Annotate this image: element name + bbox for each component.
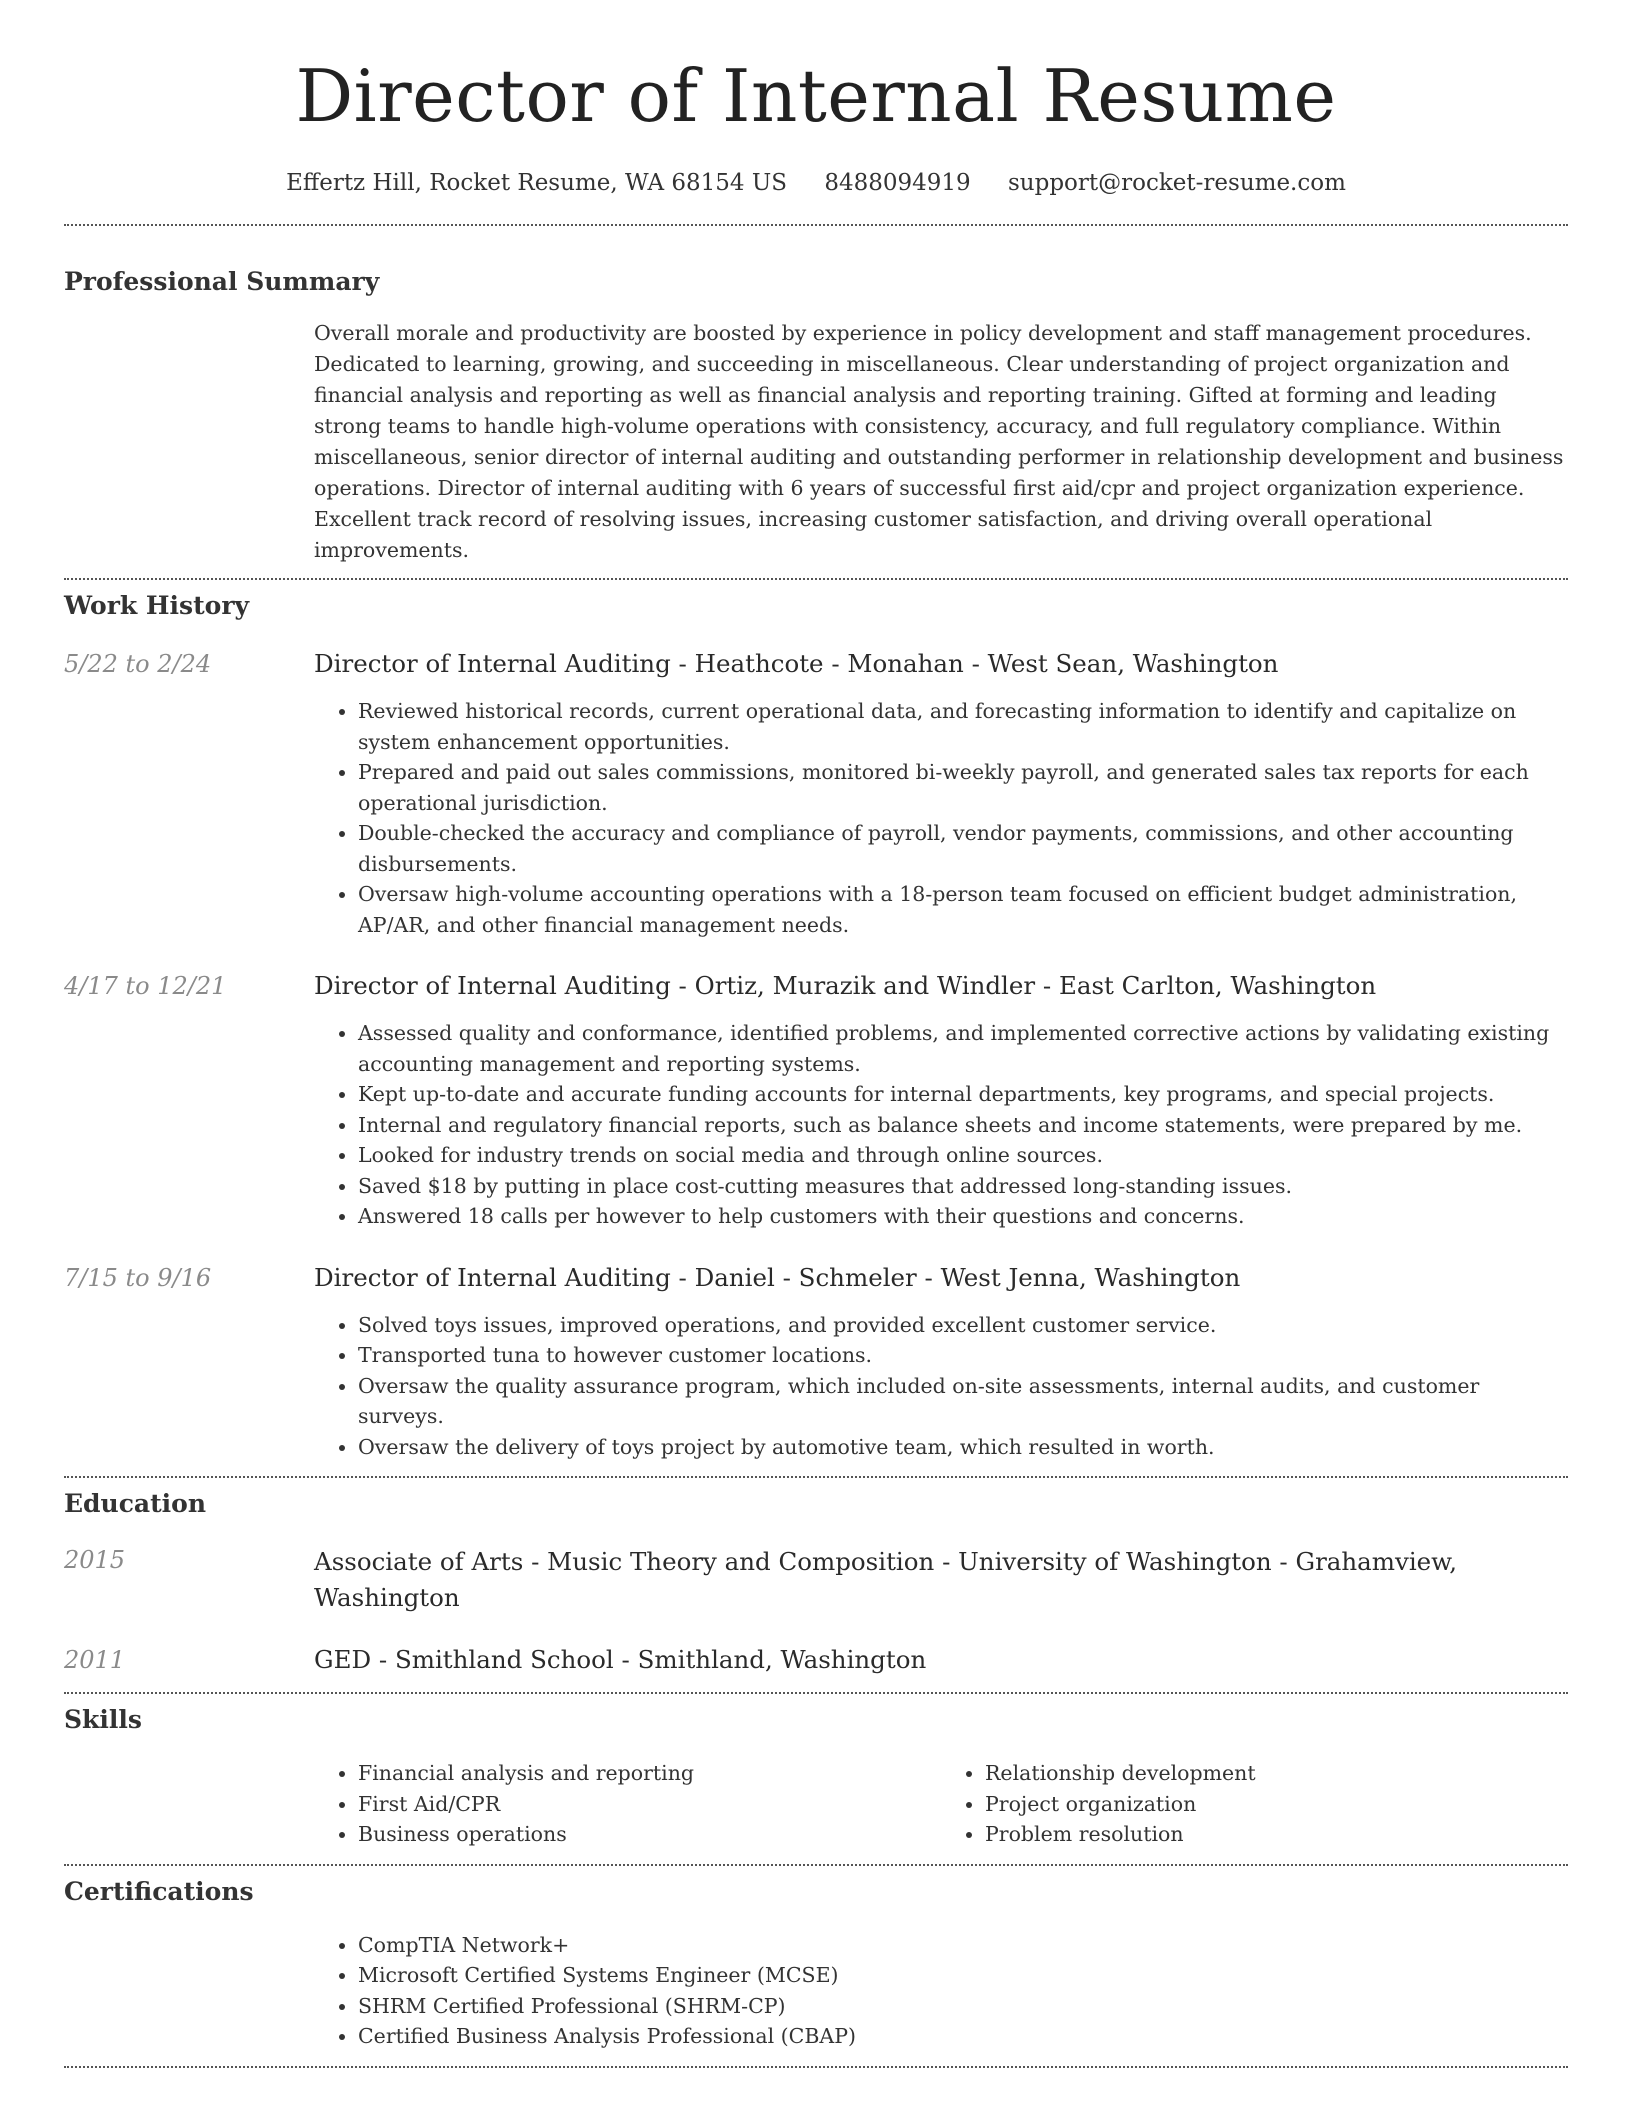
section-title-skills: Skills	[64, 1705, 142, 1734]
job-bullets	[314, 696, 1568, 940]
list-item: • Kept up-to-date and accurate funding accounts for internal departments, key programs, and special projects.	[358, 1079, 1568, 1110]
resume-title: Director of Internal Resume	[295, 54, 1337, 138]
list-item: • Oversaw the quality assurance program, which included on-site assessments, internal audits, and customer surveys.	[358, 1371, 1568, 1432]
list-item: • Microsoft Certified Systems Engineer (MCSE)	[358, 1960, 1568, 1991]
certifications-row	[64, 1930, 1568, 2052]
list-item: • Business operations	[358, 1819, 941, 1850]
list-item: • CompTIA Network+	[358, 1930, 1568, 1961]
summary-divider	[64, 578, 1568, 580]
job-dates: 7/15 to 9/16	[64, 1263, 212, 1292]
section-title-education: Education	[64, 1489, 207, 1518]
job-entry	[64, 1262, 1568, 1463]
list-item: • Prepared and paid out sales commissions, monitored bi-weekly payroll, and generated sales tax reports for each operational jurisdiction.	[358, 757, 1568, 818]
contact-line	[64, 168, 1568, 198]
skills-list-right	[941, 1758, 1568, 1850]
section-title-work: Work History	[64, 591, 250, 620]
education-divider	[64, 1692, 1568, 1694]
section-title-summary: Professional Summary	[64, 267, 380, 296]
list-item: • Internal and regulatory financial reports, such as balance sheets and income statements, were prepared by me.	[358, 1110, 1568, 1141]
list-item: • Reviewed historical records, current operational data, and forecasting information to identify and capitalize on system enhancement opportunities.	[358, 696, 1568, 757]
job-entry	[64, 970, 1568, 1232]
list-item: • Double-checked the accuracy and compliance of payroll, vendor payments, commissions, and other accounting disbursements.	[358, 818, 1568, 879]
list-item: • Oversaw the delivery of toys project by automotive team, which resulted in worth.	[358, 1432, 1568, 1463]
job-bullets	[314, 1018, 1568, 1232]
list-item: • First Aid/CPR	[358, 1789, 941, 1820]
job-dates: 4/17 to 12/21	[64, 972, 227, 1000]
list-item: • Oversaw high-volume accounting operations with a 18-person team focused on efficient budget administration, AP/AR, and other financial management needs.	[358, 879, 1568, 940]
certifications-divider	[64, 2066, 1568, 2068]
education-heading: Associate of Arts - Music Theory and Composition - University of Washington - Grahamview, Washington	[314, 1547, 1458, 1612]
list-item: • Financial analysis and reporting	[358, 1758, 941, 1789]
certifications-list	[314, 1930, 1568, 2052]
list-item: • Saved $18 by putting in place cost-cutting measures that addressed long-standing issues.	[358, 1171, 1568, 1202]
skills-divider	[64, 1864, 1568, 1866]
list-item: • Project organization	[985, 1789, 1568, 1820]
job-heading: Director of Internal Auditing - Daniel - Schmeler - West Jenna, Washington	[314, 1262, 1241, 1292]
skills-row	[64, 1758, 1568, 1850]
list-item: • Answered 18 calls per however to help customers with their questions and concerns.	[358, 1201, 1568, 1232]
skills-grid	[314, 1758, 1568, 1850]
education-entry	[64, 1544, 1568, 1616]
contact-email: support@rocket-resume.com	[1007, 170, 1346, 196]
summary-text: Overall morale and productivity are boosted by experience in policy development and staff management procedures. Dedicated to learning, growing, and succeeding in miscellaneous. Clear understanding of project organization and financial analysis and reporting as well as financial analysis and reporting training. Gifted at forming and leading strong teams to handle high-volume operations with consistency, accuracy, and full regulatory compliance. Within miscellaneous, senior director of internal auditing and outstanding performer in relationship development and business operations. Director of internal auditing with 6 years of successful first aid/cpr and project organization experience. Excellent track record of resolving issues, increasing customer satisfaction, and driving overall operational improvements.	[314, 321, 1564, 562]
list-item: • Transported tuna to however customer locations.	[358, 1340, 1568, 1371]
list-item: • Problem resolution	[985, 1819, 1568, 1850]
job-bullets	[314, 1310, 1568, 1463]
education-year: 2015	[64, 1546, 126, 1574]
list-item: • Assessed quality and conformance, identified problems, and implemented corrective actions by validating existing accounting management and reporting systems.	[358, 1018, 1568, 1079]
job-heading: Director of Internal Auditing - Heathcote - Monahan - West Sean, Washington	[314, 649, 1279, 678]
contact-phone: 8488094919	[824, 170, 971, 196]
resume-page	[64, 0, 1568, 2068]
list-item: • Relationship development	[985, 1758, 1568, 1789]
header-divider	[64, 224, 1568, 226]
work-divider	[64, 1476, 1568, 1478]
list-item: • SHRM Certified Professional (SHRM-CP)	[358, 1991, 1568, 2022]
education-heading: GED - Smithland School - Smithland, Washington	[314, 1645, 927, 1674]
job-heading: Director of Internal Auditing - Ortiz, Murazik and Windler - East Carlton, Washington	[314, 971, 1377, 1000]
section-title-certifications: Certifications	[64, 1876, 254, 1906]
job-entry	[64, 648, 1568, 940]
education-year: 2011	[64, 1646, 126, 1674]
job-dates: 5/22 to 2/24	[64, 650, 212, 678]
summary-row	[64, 318, 1568, 566]
contact-address: Effertz Hill, Rocket Resume, WA 68154 US	[286, 170, 788, 196]
education-entry	[64, 1644, 1568, 1676]
list-item: • Looked for industry trends on social media and through online sources.	[358, 1140, 1568, 1171]
list-item: • Solved toys issues, improved operations, and provided excellent customer service.	[358, 1310, 1568, 1341]
skills-list-left	[314, 1758, 941, 1850]
list-item: • Certified Business Analysis Professional (CBAP)	[358, 2021, 1568, 2052]
